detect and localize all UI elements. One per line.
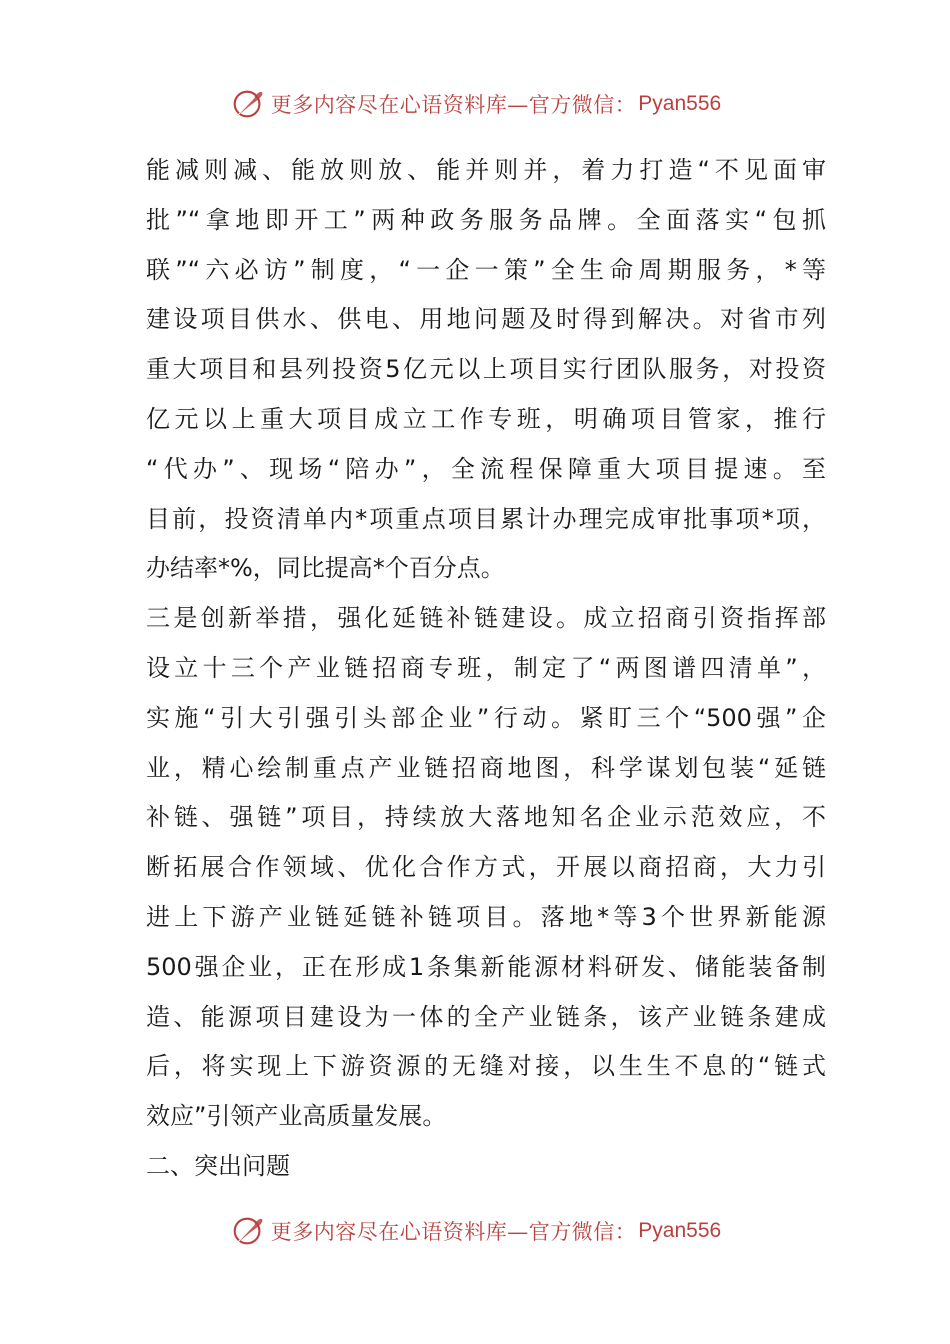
text-line: 造、能源项目建设为一体的全产业链条，该产业链条建成 (146, 1002, 826, 1031)
section-heading: 二、突出问题 (146, 1151, 290, 1180)
text-line: 效应”引领产业高质量发展。 (146, 1102, 447, 1131)
text-line: 联”“六必访”制度，“一企一策”全生命周期服务，*等 (146, 255, 826, 284)
text-line: 设立十三个产业链招商专班，制定了“两图谱四清单”， (146, 653, 826, 682)
quill-pen-logo-icon (229, 85, 267, 123)
text-line: 进上下游产业链延链补链项目。落地*等3个世界新能源 (146, 902, 826, 931)
text-line: 批”“拿地即开工”两种政务服务品牌。全面落实“包抓 (146, 205, 826, 234)
text-line: 三是创新举措，强化延链补链建设。成立招商引资指挥部 (146, 604, 826, 633)
text-line: 实施“引大引强引头部企业”行动。紧盯三个“500强”企 (146, 703, 826, 732)
header-brand-text: 更多内容尽在心语资料库—官方微信： (270, 93, 637, 117)
text-line: 500强企业，正在形成1条集新能源材料研发、储能装备制 (146, 952, 826, 981)
document-body (146, 146, 826, 1192)
text-line: 断拓展合作领域、优化合作方式，开展以商招商，大力引 (146, 853, 826, 882)
footer-brand-text: 更多内容尽在心语资料库—官方微信： (270, 1220, 637, 1244)
text-line: 重大项目和县列投资5亿元以上项目实行团队服务，对投资 (146, 355, 826, 384)
text-line: 建设项目供水、供电、用地问题及时得到解决。对省市列 (146, 305, 826, 334)
text-line: 业，精心绘制重点产业链招商地图，科学谋划包装“延链 (146, 753, 826, 782)
header-banner (0, 84, 950, 124)
text-line: 目前，投资清单内*项重点项目累计办理完成审批事项*项， (146, 504, 826, 533)
quill-pen-logo-icon (229, 1212, 267, 1250)
text-line: 补链、强链”项目，持续放大落地知名企业示范效应，不 (146, 803, 826, 832)
footer-account-text: Pyan556 (638, 1219, 722, 1242)
text-line: 亿元以上重大项目成立工作专班，明确项目管家，推行 (146, 404, 826, 433)
text-line: “代办”、现场“陪办”，全流程保障重大项目提速。至 (146, 454, 826, 483)
text-line: 能减则减、能放则放、能并则并，着力打造“不见面审 (146, 156, 826, 184)
text-line: 后，将实现上下游资源的无缝对接，以生生不息的“链式 (146, 1052, 826, 1081)
text-line: 办结率*%，同比提高*个百分点。 (146, 554, 505, 583)
footer-banner (0, 1211, 950, 1251)
header-account-text: Pyan556 (638, 92, 722, 115)
